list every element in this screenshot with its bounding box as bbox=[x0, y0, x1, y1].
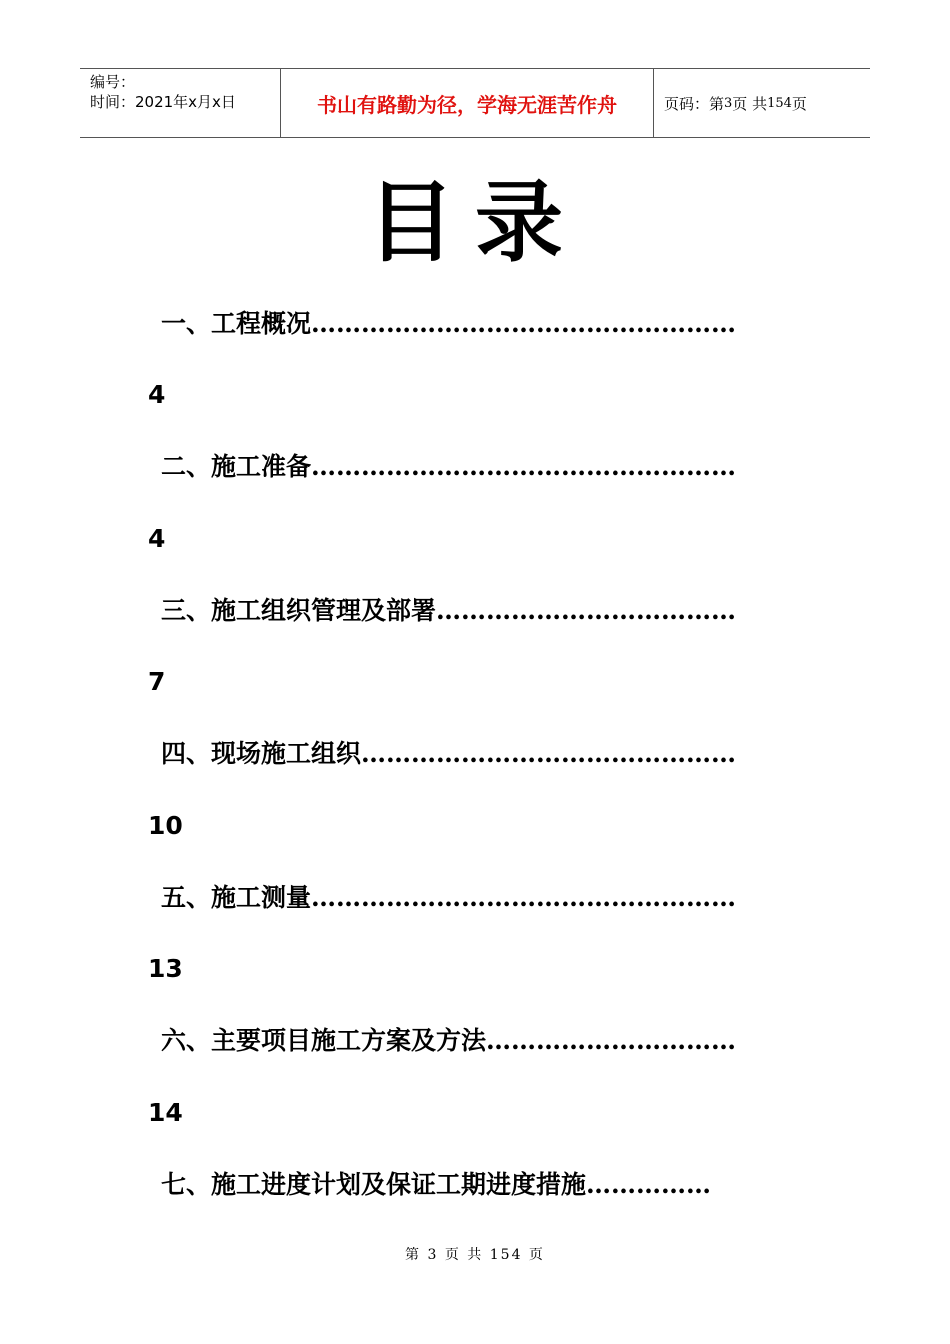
toc-page-5: 13 bbox=[148, 954, 183, 983]
toc-entry-6[interactable]: 六、主要项目施工方案及方法………………………… bbox=[161, 1026, 737, 1055]
toc-entry-7[interactable]: 七、施工进度计划及保证工期进度措施…………… bbox=[161, 1170, 712, 1199]
toc-page-4: 10 bbox=[148, 811, 183, 840]
toc-entry-2[interactable]: 二、施工准备…………………………………………… bbox=[161, 452, 737, 481]
page-info-total: 154 bbox=[767, 95, 792, 111]
page-title: 目录 bbox=[366, 171, 583, 274]
header-page-info bbox=[654, 69, 870, 137]
toc-page-1: 4 bbox=[148, 380, 166, 409]
toc-page-3: 7 bbox=[148, 667, 166, 696]
header-time-label: 时间：2021年x月x日 bbox=[90, 93, 236, 111]
page-info-mid: 页 共 bbox=[732, 94, 768, 113]
toc-page-6: 14 bbox=[148, 1098, 183, 1127]
header-meta bbox=[80, 69, 281, 137]
toc-entry-4[interactable]: 四、现场施工组织……………………………………… bbox=[161, 739, 737, 768]
toc-page-2: 4 bbox=[148, 524, 166, 553]
header-motto: 书山有路勤为径，学海无涯苦作舟 bbox=[281, 69, 654, 137]
page-info-suffix: 页 bbox=[791, 94, 807, 113]
page-info-prefix: 页码：第 bbox=[664, 94, 725, 113]
toc-entry-5[interactable]: 五、施工测量…………………………………………… bbox=[161, 883, 737, 912]
toc-entry-1[interactable]: 一、工程概况…………………………………………… bbox=[161, 309, 737, 338]
page-info-current: 3 bbox=[724, 95, 733, 111]
page-footer: 第 3 页 共 154 页 bbox=[405, 1247, 545, 1263]
page-header bbox=[80, 68, 870, 138]
toc-entry-3[interactable]: 三、施工组织管理及部署……………………………… bbox=[161, 596, 737, 625]
header-number-label: 编号： bbox=[90, 73, 136, 91]
